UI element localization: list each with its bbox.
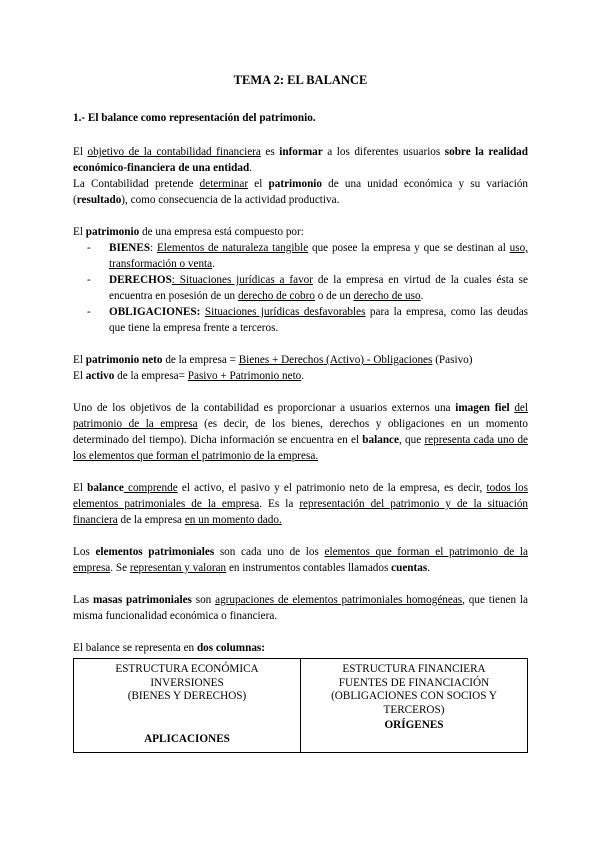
paragraph-patrimonio-neto: El patrimonio neto de la empresa = Bienes + Derechos (Activo) - Obligaciones (Pasivo)	[73, 354, 473, 366]
page-title: TEMA 2: EL BALANCE	[233, 73, 368, 87]
balance-table	[73, 658, 528, 753]
list-item-bienes: - BIENES: Elementos de naturaleza tangible que posee la empresa y que se destinan al uso, transformación o venta.	[87, 240, 528, 272]
paragraph-masas: Las masas patrimoniales son agrupaciones de elementos patrimoniales homogéneas, que tienen la misma funcionalidad económica o financiera.	[73, 594, 529, 622]
list-item-derechos: - DERECHOS: Situaciones jurídicas a favor de la empresa en virtud de la cuales ésta se encuentra en posesión de un derecho de cobro o de un derecho de uso.	[87, 272, 528, 304]
column-line: (BIENES Y DERECHOS)	[127, 690, 247, 702]
paragraph-columnas: El balance se representa en dos columnas:	[73, 642, 266, 654]
patrimonio-list	[73, 240, 528, 336]
paragraph-balance: El balance comprende el activo, el pasivo y el patrimonio neto de la empresa, es decir, todos los elementos patrimoniales de la empresa. Es la representación del patrimonio y de la situación financiera de la empresa en un momento dado.	[73, 482, 529, 526]
paragraph-objetivo: El objetivo de la contabilidad financiera es informar a los diferentes usuarios sobre la realidad económico-financiera de una entidad.	[73, 146, 528, 174]
paragraph-patrimonio: El patrimonio de una empresa está compuesto por:	[73, 226, 304, 238]
section-heading: 1.- El balance como representación del patrimonio.	[73, 112, 316, 124]
column-economica	[74, 659, 301, 753]
column-line: ESTRUCTURA FINANCIERA	[342, 663, 486, 675]
paragraph-contabilidad: La Contabilidad pretende determinar el patrimonio de una unidad económica y su variación (resultado), como consecuencia de la actividad productiva.	[73, 178, 529, 206]
paragraph-activo: El activo de la empresa= Pasivo + Patrimonio neto.	[73, 370, 305, 382]
column-line: FUENTES DE FINANCIACIÓN	[338, 676, 490, 689]
column-line: INVERSIONES	[150, 676, 224, 689]
column-line: (OBLIGACIONES CON SOCIOS Y TERCEROS)	[331, 690, 497, 716]
paragraph-elementos: Los elementos patrimoniales son cada uno de los elementos que forman el patrimonio de la empresa. Se representan y valoran en instrumentos contables llamados cuentas.	[73, 546, 528, 574]
paragraph-imagen-fiel: Uno de los objetivos de la contabilidad es proporcionar a usuarios externos una imagen fiel del patrimonio de la empresa (es decir, de los bienes, derechos y obligaciones en un momento determinado del tiempo). Dicha información se encuentra en el balance, que representa cada uno de los elementos que forman el patrimonio de la empresa.	[73, 402, 528, 462]
column-line: ESTRUCTURA ECONÓMICA	[115, 663, 259, 675]
column-footer-origenes: ORÍGENES	[384, 719, 444, 731]
column-financiera	[301, 659, 528, 753]
document-page	[73, 72, 528, 753]
column-footer-aplicaciones: APLICACIONES	[144, 732, 230, 745]
list-item-obligaciones: - OBLIGACIONES: Situaciones jurídicas desfavorables para la empresa, como las deudas que tiene la empresa frente a terceros.	[87, 304, 528, 336]
